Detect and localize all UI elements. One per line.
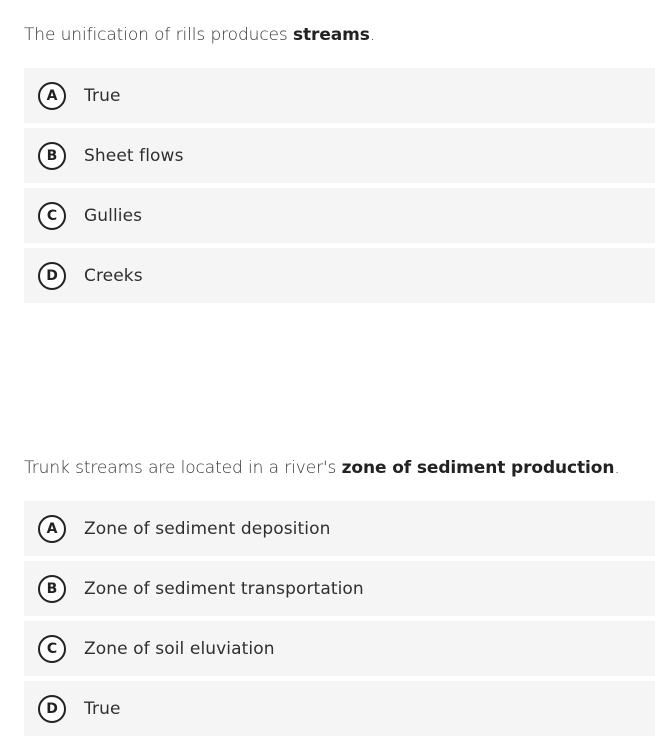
question-2-text-keyword: zone of sediment production [341, 458, 615, 478]
option-letter-badge: D [38, 695, 66, 723]
option-letter-badge: B [38, 142, 66, 170]
question-2-text-after: . [614, 458, 620, 478]
question-2-text [0, 457, 620, 479]
question-1-text-keyword: streams [292, 25, 370, 45]
option-label: Zone of sediment deposition [84, 518, 331, 539]
question-1-text-before: The unification of rills produces [24, 25, 293, 45]
question-2-option-d[interactable] [24, 681, 655, 736]
option-letter-badge: C [38, 202, 66, 230]
question-2-option-a[interactable] [24, 501, 655, 556]
question-1-option-c[interactable] [24, 188, 655, 243]
option-label: Creeks [84, 265, 143, 286]
option-letter-badge: C [38, 635, 66, 663]
option-label: Zone of sediment transportation [84, 578, 364, 599]
option-letter-badge: A [38, 82, 66, 110]
question-1-option-d[interactable] [24, 248, 655, 303]
option-label: Zone of soil eluviation [84, 638, 275, 659]
question-1-text [0, 24, 375, 46]
option-label: Sheet flows [84, 145, 184, 166]
question-2-text-before: Trunk streams are located in a river's [24, 458, 342, 478]
question-2-option-b[interactable] [24, 561, 655, 616]
question-2-option-c[interactable] [24, 621, 655, 676]
option-label: True [84, 85, 121, 106]
option-letter-badge: B [38, 575, 66, 603]
option-label: Gullies [84, 205, 143, 226]
option-letter-badge: A [38, 515, 66, 543]
option-label: True [84, 698, 121, 719]
question-1-text-after: . [369, 25, 376, 45]
question-1-option-b[interactable] [24, 128, 655, 183]
option-letter-badge: D [38, 262, 66, 290]
question-1-option-a[interactable] [24, 68, 655, 123]
